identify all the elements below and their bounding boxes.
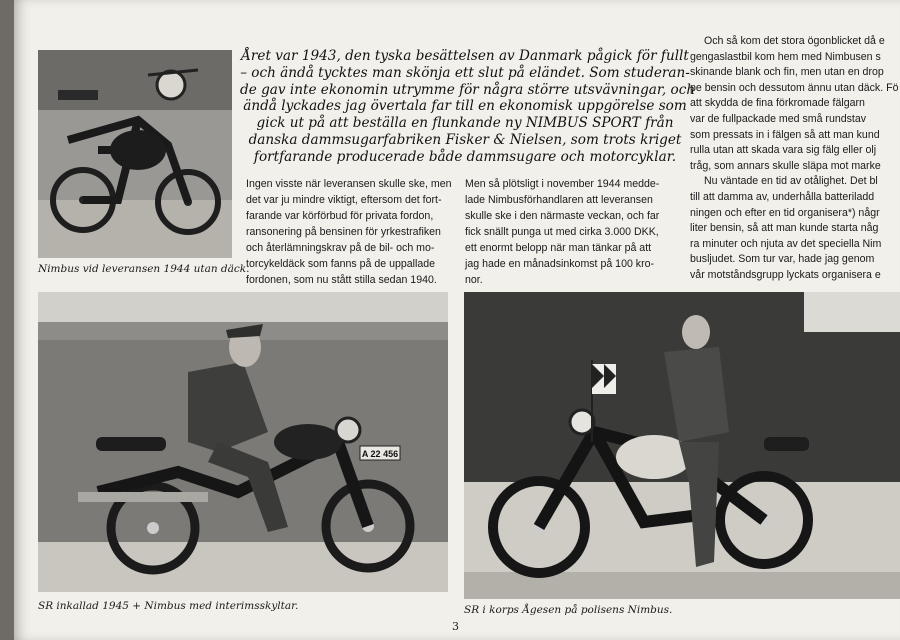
intro-line: gick ut på att beställa en flunkande ny NIMBUS SPORT från [256, 115, 674, 132]
body-column-2 [465, 176, 675, 288]
intro-line: ändå lyckades jag övertala far till en ekonomisk uppgörelse som [243, 98, 687, 115]
text-line: pe bensin och dessutom ännu utan däck. Fö [690, 81, 899, 94]
text-line: som pressats in i fälgen så att man kund [690, 128, 880, 141]
text-line: fick snällt punga ut med cirka 3.000 DKK, [465, 226, 659, 238]
photo-nimbus-without-tires [38, 50, 232, 258]
text-line: Nu väntade en tid av otålighet. Det bl [704, 175, 878, 188]
page-number: 3 [452, 620, 459, 633]
text-line: och återlämningskrav på de bil- och mo- [246, 242, 435, 254]
text-line: lade Nimbusförhandlaren att leveransen [465, 194, 653, 206]
text-line: att skydda de fina förkromade fälgarn [690, 97, 865, 110]
text-line: rulla utan att skada vara sig fälg eller olj [690, 144, 877, 157]
text-line: nor. [465, 274, 483, 286]
body-column-3 [690, 34, 900, 284]
text-line: jag hade en månadsinkomst på 100 kro- [465, 258, 655, 270]
text-line: ransonering på bensinen för yrkestrafiken [246, 226, 441, 238]
intro-line: Året var 1943, den tyska besättelsen av Danmark pågick för fullt [241, 48, 689, 64]
intro-line: de gav inte ekonomin utrymme för några större utsvävningar, och [240, 81, 696, 98]
text-line: torcykeldäck som fanns på de uppallade [246, 258, 436, 270]
text-line: gengaslastbil kom hem med Nimbusen s [690, 50, 881, 63]
photo-police-nimbus [464, 292, 900, 599]
intro-paragraph [240, 48, 696, 166]
intro-line: danska dammsugarfabriken Fisker & Nielsen, som trots kriget [248, 131, 682, 148]
text-line: ett enormt belopp när man tänkar på att [465, 242, 652, 254]
text-line: var de fullpackade med små rundstav [690, 112, 867, 125]
intro-line: fortfarande producerade både dammsugare och motorcyklar. [253, 148, 677, 165]
text-line: ningen och efter en tid organisera*) någr [690, 206, 880, 219]
license-plate: A 22 456 [361, 449, 399, 459]
text-line: farande var körförbud för privata fordon, [246, 210, 434, 222]
text-line: liter bensin, så att man kunde starta någ [690, 222, 879, 235]
intro-line: – och ändå tycktes man skönja ett slut på eländet. Som studeran- [240, 64, 690, 81]
text-line: ra minuter och njuta av det speciella Nim [690, 237, 882, 250]
caption-photo1: Nimbus vid leveransen 1944 utan däck. [38, 263, 250, 275]
caption-photo2: SR inkallad 1945 + Nimbus med interimsskyltar. [38, 600, 299, 612]
text-line: Men så plötsligt i november 1944 medde- [465, 178, 660, 190]
text-line: Ingen visste när leveransen skulle ske, men [246, 178, 452, 190]
text-line: till att damma av, underhålla batteriladd [690, 190, 875, 203]
text-line: det var ju mindre viktigt, eftersom det fort- [246, 194, 442, 206]
text-line: vår motståndsgrupp lyckats organisera e [690, 268, 881, 281]
text-line: skinande blank och fin, men utan en drop [690, 66, 884, 79]
text-line: fordonen, som nu stått stilla sedan 1940. [246, 274, 437, 286]
body-column-1 [246, 176, 452, 288]
text-line: Och så kom det stora ögonblicket då e [704, 35, 885, 47]
text-line: tråg, som annars skulle släpa mot marke [690, 159, 881, 172]
caption-photo3: SR i korps Ågesen på polisens Nimbus. [464, 604, 673, 616]
text-line: skulle ske i den närmaste veckan, och far [465, 210, 660, 222]
photo-soldier-on-nimbus [38, 292, 448, 592]
text-line: busljudet. Som tur var, hade jag genom [690, 253, 875, 266]
